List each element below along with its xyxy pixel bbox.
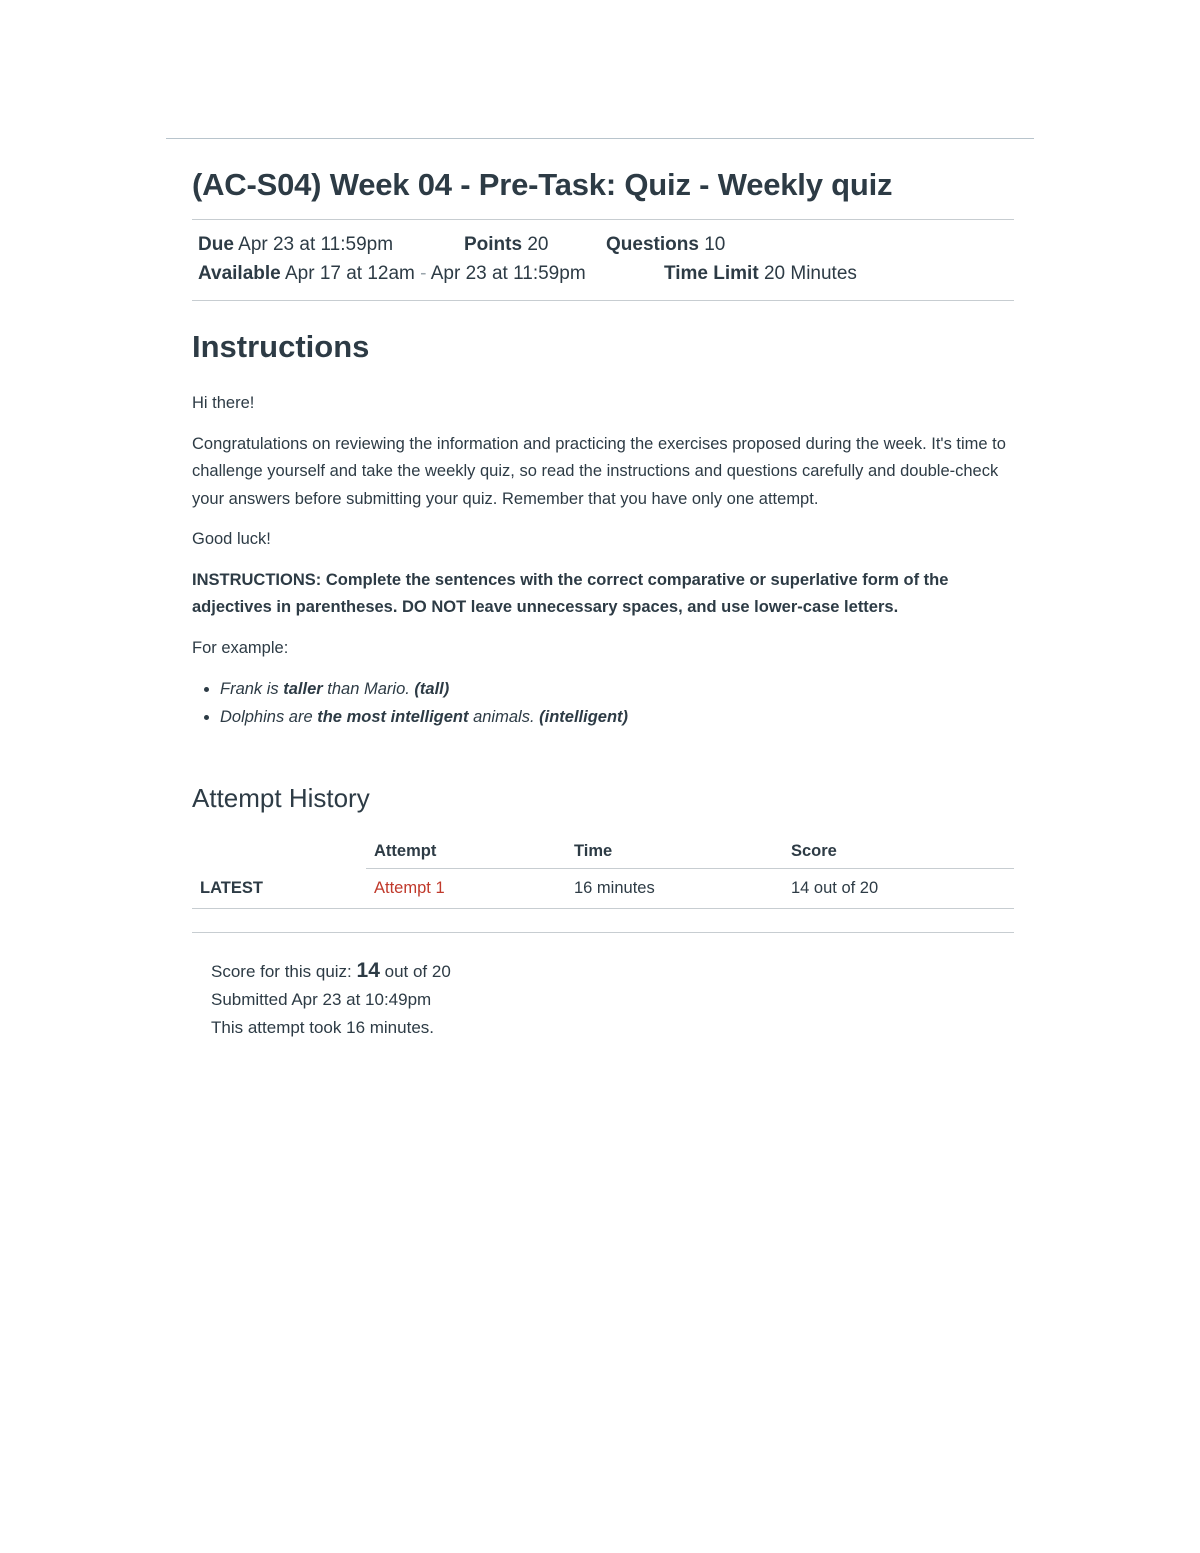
points-label: Points — [464, 234, 523, 255]
example-hint: (tall) — [414, 680, 450, 698]
column-header-attempt: Attempt — [366, 835, 566, 869]
instructions-body — [192, 366, 1014, 731]
attempt-history-table — [192, 835, 1014, 909]
available-end: Apr 23 at 11:59pm — [430, 263, 586, 284]
intro-paragraph: Congratulations on reviewing the information and practicing the exercises proposed during the week. It's time to challenge yourself and take the weekly quiz, so read the instructions and questions carefully and double-check your answers before submitting your quiz. Remember that you have only one attempt. — [192, 434, 1006, 508]
due-item — [198, 230, 464, 259]
example-item — [220, 703, 1014, 731]
score-summary — [192, 933, 1014, 1042]
attempt-cell — [366, 869, 566, 909]
time-limit-value: 20 Minutes — [763, 263, 857, 284]
greeting-text: Hi there! — [192, 394, 255, 412]
example-answer: taller — [283, 680, 323, 698]
example-text: Dolphins are — [220, 708, 318, 726]
questions-item — [606, 230, 725, 259]
questions-label: Questions — [606, 234, 699, 255]
example-text: than Mario. — [322, 680, 415, 698]
points-value: 20 — [527, 234, 549, 255]
score-value: 14 — [356, 959, 380, 982]
details-row-1 — [198, 230, 1014, 259]
available-item — [198, 259, 664, 288]
quiz-details — [192, 220, 1014, 300]
questions-value: 10 — [704, 234, 726, 255]
table-row — [192, 869, 1014, 909]
directions-text: INSTRUCTIONS: Complete the sentences with the correct comparative or superlative form of the adjectives in parentheses. DO NOT leave unnecessary spaces, and use lower-case letters. — [192, 570, 949, 616]
duration-text: This attempt took 16 minutes. — [211, 1018, 434, 1037]
good-luck-text: Good luck! — [192, 530, 271, 548]
header-divider — [166, 138, 1034, 139]
examples-list — [192, 675, 1014, 731]
table-header-row — [192, 835, 1014, 869]
score-prefix: Score for this quiz: — [211, 962, 352, 981]
points-item — [464, 230, 606, 259]
score-cell: 14 out of 20 — [783, 869, 1014, 909]
attempt-link[interactable]: Attempt 1 — [374, 879, 445, 897]
column-header-score: Score — [783, 835, 1014, 869]
details-row-2 — [198, 259, 1014, 288]
time-limit-item — [664, 259, 857, 288]
due-value: Apr 23 at 11:59pm — [238, 234, 394, 255]
instructions-heading: Instructions — [192, 329, 370, 364]
example-label: For example: — [192, 638, 289, 657]
attempt-history-heading: Attempt History — [192, 783, 370, 813]
quiz-title: (AC-S04) Week 04 - Pre-Task: Quiz - Weekly quiz — [192, 167, 893, 202]
divider — [192, 300, 1014, 301]
available-start: Apr 17 at 12am — [284, 263, 415, 284]
submitted-text: Submitted Apr 23 at 10:49pm — [211, 990, 432, 1009]
score-line — [211, 957, 1014, 986]
available-separator: - — [420, 263, 427, 284]
latest-label: LATEST — [192, 869, 366, 909]
quiz-content — [192, 160, 1014, 1042]
time-cell: 16 minutes — [566, 869, 783, 909]
example-hint: (intelligent) — [539, 708, 629, 726]
column-header-time: Time — [566, 835, 783, 869]
score-suffix: out of 20 — [384, 962, 451, 981]
example-item — [220, 675, 1014, 703]
time-limit-label: Time Limit — [664, 263, 759, 284]
example-text: animals. — [468, 708, 540, 726]
column-header — [192, 835, 366, 869]
example-answer: the most intelligent — [317, 708, 469, 726]
available-label: Available — [198, 263, 281, 284]
example-text: Frank is — [220, 680, 284, 698]
due-label: Due — [198, 234, 234, 255]
